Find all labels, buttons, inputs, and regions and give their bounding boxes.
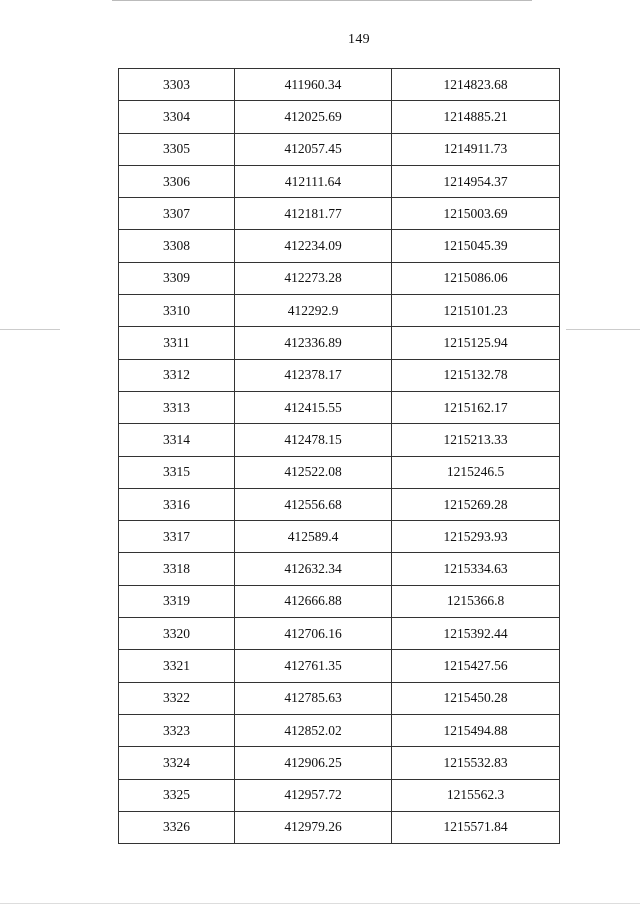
point-id-cell: 3322 [119, 682, 235, 714]
point-id-cell: 3324 [119, 747, 235, 779]
point-id-cell: 3305 [119, 133, 235, 165]
x-coordinate-cell: 412957.72 [235, 779, 392, 811]
y-coordinate-cell: 1215532.83 [392, 747, 560, 779]
y-coordinate-cell: 1215162.17 [392, 391, 560, 423]
table-row [119, 682, 560, 714]
x-coordinate-cell: 412234.09 [235, 230, 392, 262]
point-id-cell: 3319 [119, 585, 235, 617]
x-coordinate-cell: 412706.16 [235, 618, 392, 650]
table-row [119, 230, 560, 262]
y-coordinate-cell: 1215101.23 [392, 295, 560, 327]
x-coordinate-cell: 412906.25 [235, 747, 392, 779]
y-coordinate-cell: 1215392.44 [392, 618, 560, 650]
point-id-cell: 3307 [119, 198, 235, 230]
table-row [119, 198, 560, 230]
y-coordinate-cell: 1215293.93 [392, 521, 560, 553]
table-row [119, 585, 560, 617]
table-row [119, 650, 560, 682]
point-id-cell: 3310 [119, 295, 235, 327]
y-coordinate-cell: 1215045.39 [392, 230, 560, 262]
point-id-cell: 3314 [119, 424, 235, 456]
point-id-cell: 3308 [119, 230, 235, 262]
y-coordinate-cell: 1214823.68 [392, 69, 560, 101]
x-coordinate-cell: 412478.15 [235, 424, 392, 456]
y-coordinate-cell: 1215246.5 [392, 456, 560, 488]
y-coordinate-cell: 1214911.73 [392, 133, 560, 165]
scan-artifact-right [566, 329, 640, 330]
scan-artifact-left [0, 329, 60, 330]
point-id-cell: 3325 [119, 779, 235, 811]
point-id-cell: 3309 [119, 262, 235, 294]
table-row [119, 295, 560, 327]
point-id-cell: 3312 [119, 359, 235, 391]
y-coordinate-cell: 1215571.84 [392, 811, 560, 843]
table-row [119, 133, 560, 165]
x-coordinate-cell: 412785.63 [235, 682, 392, 714]
table-row [119, 779, 560, 811]
table-row [119, 618, 560, 650]
point-id-cell: 3321 [119, 650, 235, 682]
point-id-cell: 3315 [119, 456, 235, 488]
y-coordinate-cell: 1215366.8 [392, 585, 560, 617]
table-row [119, 101, 560, 133]
x-coordinate-cell: 412025.69 [235, 101, 392, 133]
point-id-cell: 3323 [119, 714, 235, 746]
table-row [119, 327, 560, 359]
point-id-cell: 3311 [119, 327, 235, 359]
x-coordinate-cell: 411960.34 [235, 69, 392, 101]
page-number: 149 [348, 32, 370, 47]
y-coordinate-cell: 1214954.37 [392, 165, 560, 197]
x-coordinate-cell: 412057.45 [235, 133, 392, 165]
y-coordinate-cell: 1215450.28 [392, 682, 560, 714]
y-coordinate-cell: 1215132.78 [392, 359, 560, 391]
x-coordinate-cell: 412415.55 [235, 391, 392, 423]
table-row [119, 488, 560, 520]
y-coordinate-cell: 1215494.88 [392, 714, 560, 746]
x-coordinate-cell: 412292.9 [235, 295, 392, 327]
point-id-cell: 3320 [119, 618, 235, 650]
table-row [119, 714, 560, 746]
y-coordinate-cell: 1215562.3 [392, 779, 560, 811]
y-coordinate-cell: 1215427.56 [392, 650, 560, 682]
x-coordinate-cell: 412378.17 [235, 359, 392, 391]
table-row [119, 359, 560, 391]
table-row [119, 747, 560, 779]
y-coordinate-cell: 1215213.33 [392, 424, 560, 456]
point-id-cell: 3303 [119, 69, 235, 101]
table-row [119, 811, 560, 843]
coordinate-table-body [119, 69, 560, 844]
point-id-cell: 3318 [119, 553, 235, 585]
scan-bottom-edge [0, 903, 640, 904]
table-row [119, 165, 560, 197]
x-coordinate-cell: 412181.77 [235, 198, 392, 230]
point-id-cell: 3306 [119, 165, 235, 197]
table-row [119, 391, 560, 423]
table-row [119, 262, 560, 294]
y-coordinate-cell: 1215086.06 [392, 262, 560, 294]
y-coordinate-cell: 1215125.94 [392, 327, 560, 359]
x-coordinate-cell: 412632.34 [235, 553, 392, 585]
point-id-cell: 3304 [119, 101, 235, 133]
table-row [119, 456, 560, 488]
x-coordinate-cell: 412556.68 [235, 488, 392, 520]
scan-top-edge [112, 0, 532, 1]
y-coordinate-cell: 1215003.69 [392, 198, 560, 230]
x-coordinate-cell: 412666.88 [235, 585, 392, 617]
x-coordinate-cell: 412336.89 [235, 327, 392, 359]
x-coordinate-cell: 412761.35 [235, 650, 392, 682]
table-row [119, 553, 560, 585]
point-id-cell: 3313 [119, 391, 235, 423]
x-coordinate-cell: 412522.08 [235, 456, 392, 488]
point-id-cell: 3316 [119, 488, 235, 520]
table-row [119, 69, 560, 101]
point-id-cell: 3326 [119, 811, 235, 843]
point-id-cell: 3317 [119, 521, 235, 553]
x-coordinate-cell: 412589.4 [235, 521, 392, 553]
y-coordinate-cell: 1214885.21 [392, 101, 560, 133]
x-coordinate-cell: 412979.26 [235, 811, 392, 843]
x-coordinate-cell: 412273.28 [235, 262, 392, 294]
y-coordinate-cell: 1215269.28 [392, 488, 560, 520]
table-row [119, 424, 560, 456]
coordinate-table [118, 68, 560, 844]
table-row [119, 521, 560, 553]
x-coordinate-cell: 412852.02 [235, 714, 392, 746]
x-coordinate-cell: 412111.64 [235, 165, 392, 197]
y-coordinate-cell: 1215334.63 [392, 553, 560, 585]
